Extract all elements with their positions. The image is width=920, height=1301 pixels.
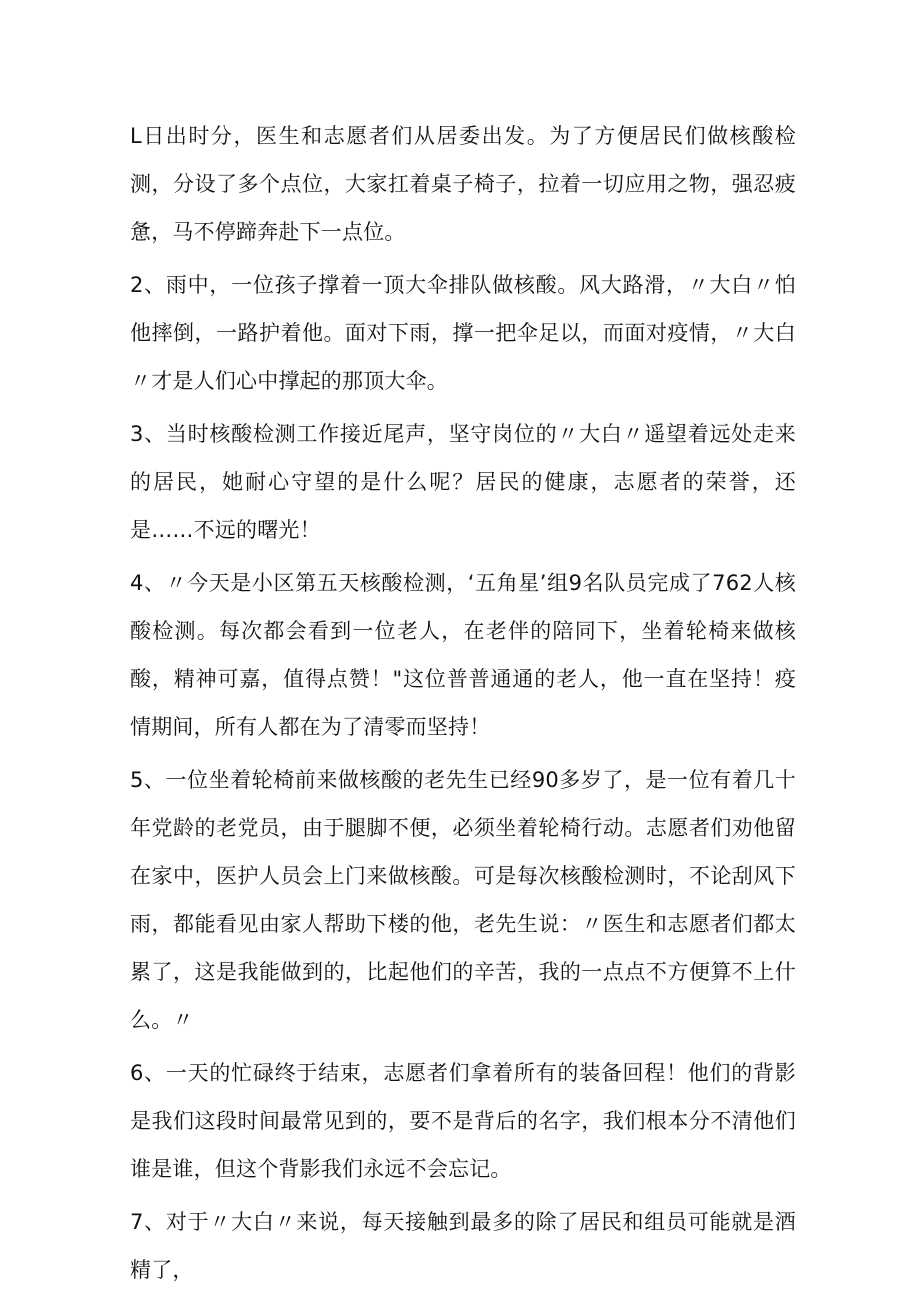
paragraph-1: L日出时分，医生和志愿者们从居委出发。为了方便居民们做核酸检测，分设了多个点位，大家扛着桌子椅子，拉着一切应用之物，强忍疲惫，马不停蹄奔赴下一点位。 [130,124,796,244]
paragraph-6: 6、一天的忙碌终于结束，志愿者们拿着所有的装备回程！他们的背影是我们这段时间最常见到的，要不是背后的名字，我们根本分不清他们谁是谁，但这个背影我们永远不会忘记。 [130,1061,796,1181]
document-body [130,112,796,1299]
paragraph-4: 4、〃今天是小区第五天核酸检测，‘五角星’组9名队员完成了762人核酸检测。每次都会看到一位老人，在老伴的陪同下，坐着轮椅来做核酸，精神可嘉，值得点赞！"这位普普通通的老人，他一直在坚持！疫情期间，所有人都在为了清零而坚持！ [130,571,796,739]
paragraph-5: 5、一位坐着轮椅前来做核酸的老先生已经90多岁了，是一位有着几十年党龄的老党员，由于腿脚不便，必须坐着轮椅行动。志愿者们劝他留在家中，医护人员会上门来做核酸。可是每次核酸检测时，不论刮风下雨，都能看见由家人帮助下楼的他，老先生说：〃医生和志愿者们都太累了，这是我能做到的，比起他们的辛苦，我的一点点不方便算不上什么。〃 [130,768,796,1032]
paragraph-3: 3、当时核酸检测工作接近尾声，坚守岗位的〃大白〃遥望着远处走来的居民，她耐心守望的是什么呢？居民的健康，志愿者的荣誉，还是……不远的曙光！ [130,422,796,542]
paragraph-2: 2、雨中，一位孩子撑着一顶大伞排队做核酸。风大路滑，〃大白〃怕他摔倒，一路护着他。面对下雨，撑一把伞足以，而面对疫情，〃大白〃才是人们心中撑起的那顶大伞。 [130,273,796,393]
paragraph-7: 7、对于〃大白〃来说，每天接触到最多的除了居民和组员可能就是酒精了， [130,1210,796,1282]
